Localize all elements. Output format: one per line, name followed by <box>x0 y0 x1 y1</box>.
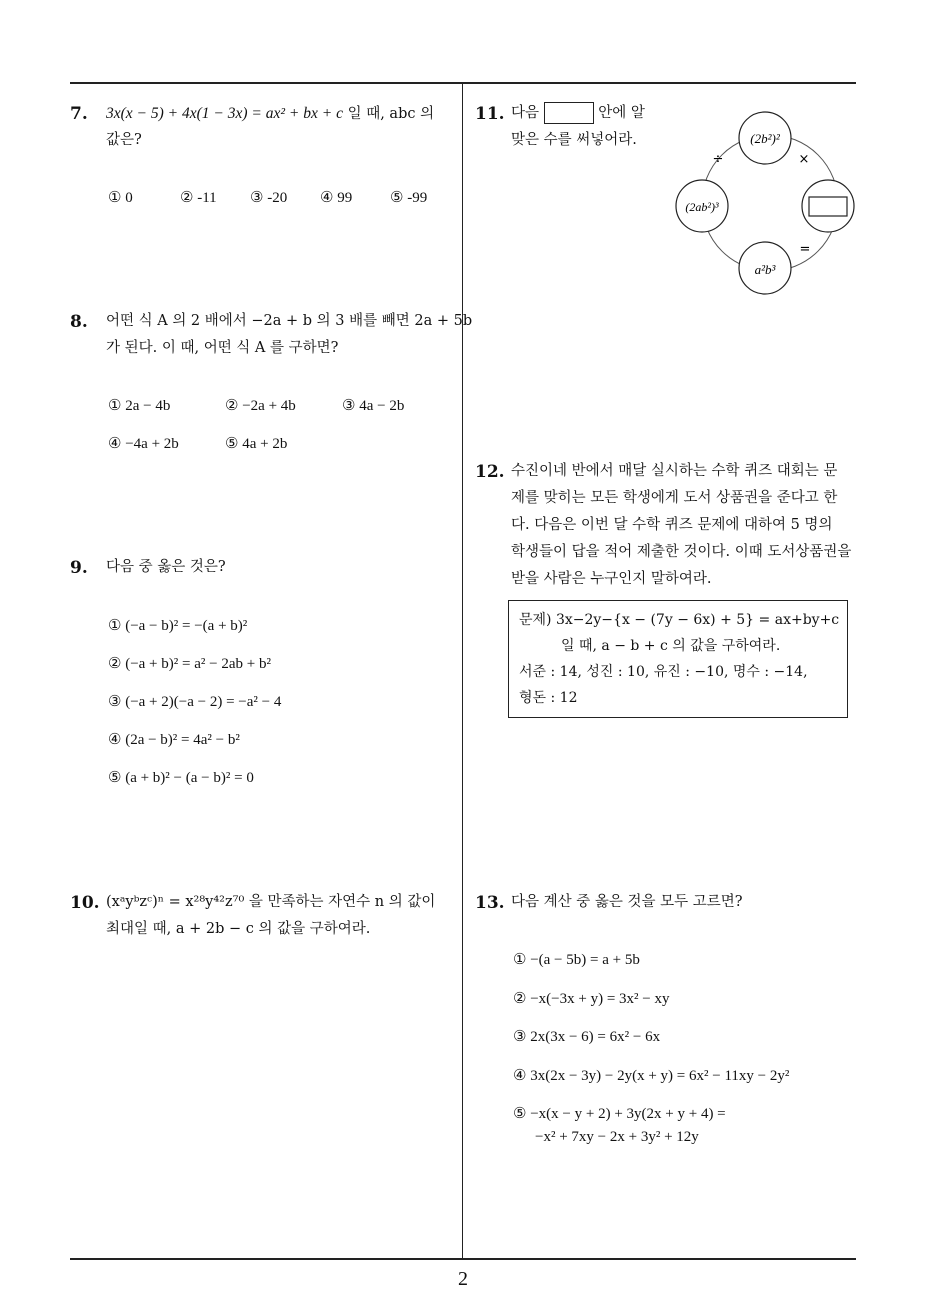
option-5[interactable]: ⑤ 4a + 2b <box>225 436 288 452</box>
problem-line1: 문제) 3x−2y−{x − (7y − 6x) + 5} = ax+by+c <box>519 612 840 628</box>
option-4[interactable]: ④ 3x(2x − 3y) − 2y(x + y) = 6x² − 11xy − 2y² <box>513 1068 790 1084</box>
question-text-a: 다음 <box>511 105 540 121</box>
bottom-rule <box>70 1258 856 1260</box>
node-right-blank-box <box>809 197 847 216</box>
question-9 <box>70 558 460 798</box>
question-text-line2: 값은? <box>106 132 142 148</box>
question-text-tail: 일 때, abc 의 <box>342 106 435 122</box>
node-left-label: (2ab²)³ <box>685 200 719 214</box>
question-text-line2: 가 된다. 이 때, 어떤 식 A 를 구하면? <box>106 340 339 356</box>
option-3[interactable]: ③ 2x(3x − 6) = 6x² − 6x <box>513 1029 661 1045</box>
option-5[interactable]: ⑤ (a + b)² − (a − b)² = 0 <box>108 770 254 786</box>
question-text-line1 <box>511 100 645 127</box>
question-text: 다음 중 옳은 것은? <box>106 559 226 575</box>
question-7 <box>70 104 460 214</box>
node-bottom-label: a²b³ <box>754 262 776 277</box>
answers-line2: 형돈 : 12 <box>519 690 578 706</box>
operator-multiply: × <box>798 152 810 167</box>
problem-box <box>508 600 848 718</box>
option-5[interactable]: ⑤ −x(x − y + 2) + 3y(2x + y + 4) = <box>513 1106 726 1122</box>
option-2[interactable]: ② −2a + 4b <box>225 398 296 414</box>
question-number: 10. <box>70 893 100 913</box>
question-number: 11. <box>475 104 505 124</box>
option-4[interactable]: ④ −4a + 2b <box>108 436 179 452</box>
question-text-line1: (xᵃyᵇzᶜ)ⁿ = x²⁸y⁴²z⁷⁰ 을 만족하는 자연수 n 의 값이 <box>106 894 436 910</box>
question-number: 13. <box>475 893 505 913</box>
page-number: 2 <box>458 1268 468 1290</box>
option-2[interactable]: ② −x(−3x + y) = 3x² − xy <box>513 991 670 1007</box>
option-3[interactable]: ③ (−a + 2)(−a − 2) = −a² − 4 <box>108 694 282 710</box>
question-text-line2: 맞은 수를 써넣어라. <box>511 132 637 148</box>
question-10 <box>70 893 460 953</box>
question-text: 다음 계산 중 옳은 것을 모두 고르면? <box>511 894 743 910</box>
option-4[interactable]: ④ 99 <box>320 190 353 206</box>
option-2[interactable]: ② (−a + b)² = a² − 2ab + b² <box>108 656 271 672</box>
question-text <box>106 100 461 128</box>
question-text-line2: 제를 맞히는 모든 학생에게 도서 상품권을 준다고 한 <box>511 490 838 506</box>
operator-equals: = <box>799 242 811 257</box>
question-number: 9. <box>70 558 88 578</box>
question-text-line2: 최대일 때, a + 2b − c 의 값을 구하여라. <box>106 921 371 937</box>
option-5[interactable]: ⑤ -99 <box>390 190 428 206</box>
question-expression: 3x(x − 5) + 4x(1 − 3x) = ax² + bx + c <box>106 105 343 122</box>
answers-line1: 서준 : 14, 성진 : 10, 유진 : −10, 명수 : −14, <box>519 664 808 680</box>
option-5-continuation: −x² + 7xy − 2x + 3y² + 12y <box>535 1129 699 1145</box>
operator-divide: ÷ <box>712 152 724 167</box>
problem-line2: 일 때, a − b + c 의 값을 구하여라. <box>561 638 781 654</box>
question-text-line5: 받을 사람은 누구인지 말하여라. <box>511 571 712 587</box>
question-text-line1: 수진이네 반에서 매달 실시하는 수학 퀴즈 대회는 문 <box>511 463 838 479</box>
question-13 <box>475 893 855 1153</box>
option-1[interactable]: ① (−a − b)² = −(a + b)² <box>108 618 248 634</box>
question-8 <box>70 312 473 457</box>
question-text-line3: 다. 다음은 이번 달 수학 퀴즈 문제에 대하여 5 명의 <box>511 517 833 533</box>
option-3[interactable]: ③ 4a − 2b <box>342 398 405 414</box>
question-text-b: 안에 알 <box>598 105 645 121</box>
option-1[interactable]: ① 2a − 4b <box>108 398 171 414</box>
option-3[interactable]: ③ -20 <box>250 190 288 206</box>
question-number: 8. <box>70 312 88 332</box>
question-text-line1: 어떤 식 A 의 2 배에서 −2a + b 의 3 배를 빼면 2a + 5b <box>106 313 473 329</box>
option-2[interactable]: ② -11 <box>180 190 217 206</box>
column-divider <box>462 83 463 1259</box>
option-1[interactable]: ① −(a − 5b) = a + 5b <box>513 952 640 968</box>
option-1[interactable]: ① 0 <box>108 190 133 206</box>
question-11 <box>475 104 855 304</box>
question-number: 7. <box>70 104 88 124</box>
option-4[interactable]: ④ (2a − b)² = 4a² − b² <box>108 732 240 748</box>
node-top-label: (2b²)² <box>750 131 780 146</box>
answer-blank-box[interactable] <box>544 102 594 124</box>
question-text-line4: 학생들이 답을 적어 제출한 것이다. 이때 도서상품권을 <box>511 544 852 560</box>
cycle-diagram <box>670 108 870 298</box>
question-number: 12. <box>475 462 505 482</box>
question-12 <box>475 462 855 722</box>
